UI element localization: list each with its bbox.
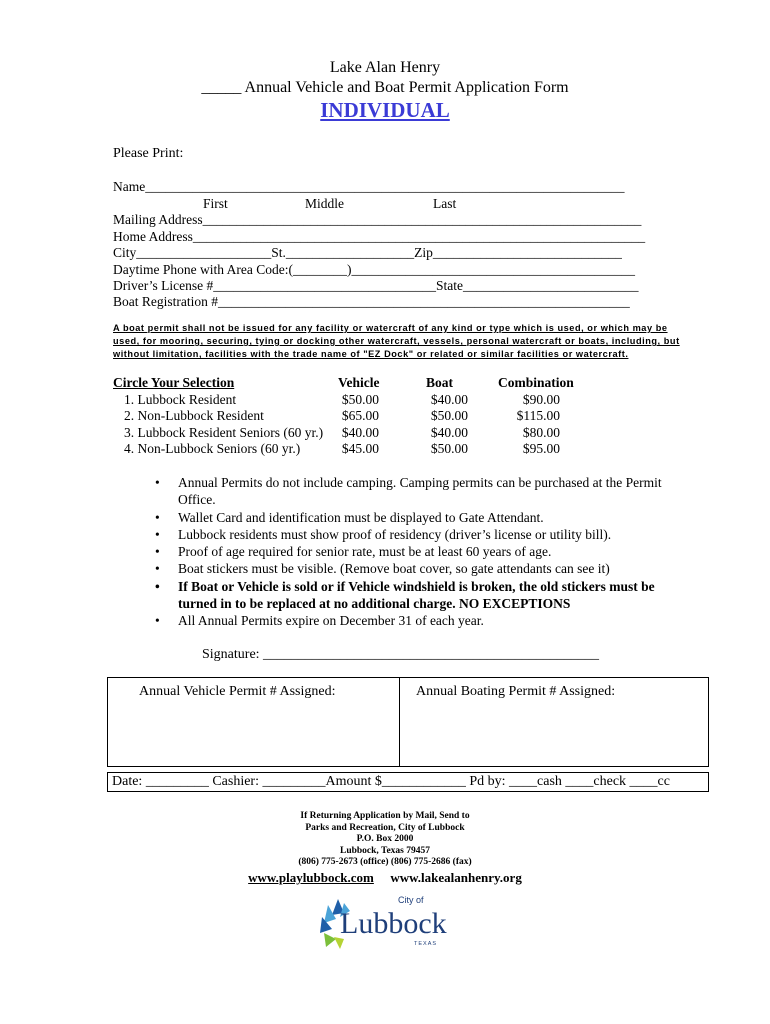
fee-row-combination: $115.00: [516, 408, 560, 423]
permit-box-divider: [399, 677, 400, 767]
form-title-line2: _____ Annual Vehicle and Boat Permit Application Form: [201, 79, 569, 96]
ez-dock-notice: [113, 322, 713, 361]
fee-row-boat: $40.00: [430, 425, 468, 440]
please-print-label: Please Print:: [113, 146, 184, 161]
fee-header-selection: Circle Your Selection: [113, 375, 235, 390]
website-links: [0, 870, 770, 886]
rule-item: • Boat stickers must be visible. (Remove boat cover, so gate attendants can see it): [155, 560, 695, 577]
mailing-info-line: Parks and Recreation, City of Lubbock: [305, 822, 465, 833]
fee-row-boat: $40.00: [430, 392, 468, 407]
mailing-address-field[interactable]: Mailing Address_________________________________________________________________: [113, 212, 642, 227]
rules-list: [155, 474, 695, 630]
notice-line: used, for mooring, securing, tying or docking other watercraft, vessels, personal watercraft or boats, including, but: [113, 336, 680, 346]
notice-line: A boat permit shall not be issued for any facility or watercraft of any kind or type which is used, or which may be: [113, 323, 668, 333]
rule-item: • Annual Permits do not include camping. Camping permits can be purchased at the Permit: [155, 474, 695, 491]
mailing-info: [0, 811, 770, 869]
office-use-line[interactable]: Date: _________ Cashier: _________Amount $____________ Pd by: ____cash ____check ____cc: [112, 774, 670, 789]
playlubbock-link[interactable]: www.playlubbock.com: [248, 870, 374, 885]
mailing-info-line: If Returning Application by Mail, Send to: [300, 811, 470, 821]
lakealanhenry-link[interactable]: www.lakealanhenry.org: [390, 870, 522, 885]
daytime-phone-field[interactable]: Daytime Phone with Area Code:(________)__________________________________________: [113, 262, 635, 277]
fee-row-combination: $80.00: [522, 425, 560, 440]
form-type-individual: INDIVIDUAL: [320, 98, 450, 122]
fee-header-combination: Combination: [498, 375, 574, 390]
rule-item: • All Annual Permits expire on December 31 of each year.: [155, 612, 695, 629]
fee-row-vehicle: $50.00: [341, 392, 379, 407]
office-use-box: [107, 772, 709, 792]
rule-item: • Wallet Card and identification must be displayed to Gate Attendant.: [155, 509, 695, 526]
notice-line: without limitation, facilities with the trade name of "EZ Dock" or related or similar facilities or watercraft.: [113, 349, 629, 359]
permit-assigned-box: [107, 677, 709, 767]
city-of-lubbock-logo: [314, 893, 447, 953]
logo-lubbock: Lubbock: [340, 907, 447, 940]
boat-permit-assigned-label: Annual Boating Permit # Assigned:: [416, 684, 616, 699]
city-state-zip-field[interactable]: City____________________St.___________________Zip____________________________: [113, 245, 622, 260]
fee-row-vehicle: $45.00: [341, 441, 379, 456]
name-middle-label: Middle: [305, 196, 344, 211]
fee-row-label[interactable]: 2. Non-Lubbock Resident: [124, 408, 264, 423]
rule-item: • Lubbock residents must show proof of residency (driver’s license or utility bill).: [155, 526, 695, 543]
rule-item-stickers-continued: turned in to be replaced at no additional charge. NO EXCEPTIONS: [178, 596, 571, 612]
rule-item-continued: Office.: [178, 492, 216, 508]
fee-row-vehicle: $40.00: [341, 425, 379, 440]
mailing-info-line: (806) 775-2673 (office) (806) 775-2686 (fax): [298, 857, 472, 867]
fee-header-boat: Boat: [426, 375, 453, 390]
fee-row-vehicle: $65.00: [341, 408, 379, 423]
fee-row-boat: $50.00: [430, 441, 468, 456]
fee-row-label[interactable]: 4. Non-Lubbock Seniors (60 yr.): [124, 441, 301, 456]
name-first-label: First: [203, 196, 228, 211]
drivers-license-field[interactable]: Driver’s License #_________________________________State__________________________: [113, 278, 639, 293]
vehicle-permit-assigned-label: Annual Vehicle Permit # Assigned:: [139, 684, 336, 699]
signature-line[interactable]: Signature: ________________________________________________: [202, 647, 600, 662]
mailing-info-line: Lubbock, Texas 79457: [339, 845, 431, 856]
mailing-info-line: P.O. Box 2000: [356, 834, 414, 844]
fee-row-combination: $90.00: [522, 392, 560, 407]
fee-header-vehicle: Vehicle: [338, 375, 380, 390]
name-field[interactable]: Name_______________________________________________________________________: [113, 179, 625, 194]
rule-item-stickers: • If Boat or Vehicle is sold or if Vehicle windshield is broken, the old stickers must be: [155, 578, 695, 595]
form-title-line1: Lake Alan Henry: [329, 59, 441, 76]
logo-texas: TEXAS: [414, 941, 438, 947]
fee-row-boat: $50.00: [430, 408, 468, 423]
fee-row-label[interactable]: 1. Lubbock Resident: [124, 392, 237, 407]
boat-registration-field[interactable]: Boat Registration #_____________________________________________________________: [113, 294, 630, 309]
home-address-field[interactable]: Home Address___________________________________________________________________: [113, 229, 646, 244]
name-last-label: Last: [433, 196, 457, 211]
logo-city-of: City of: [398, 895, 424, 905]
fee-row-combination: $95.00: [522, 441, 560, 456]
rule-item: • Proof of age required for senior rate, must be at least 60 years of age.: [155, 543, 695, 560]
fee-row-label[interactable]: 3. Lubbock Resident Seniors (60 yr.): [124, 425, 324, 440]
